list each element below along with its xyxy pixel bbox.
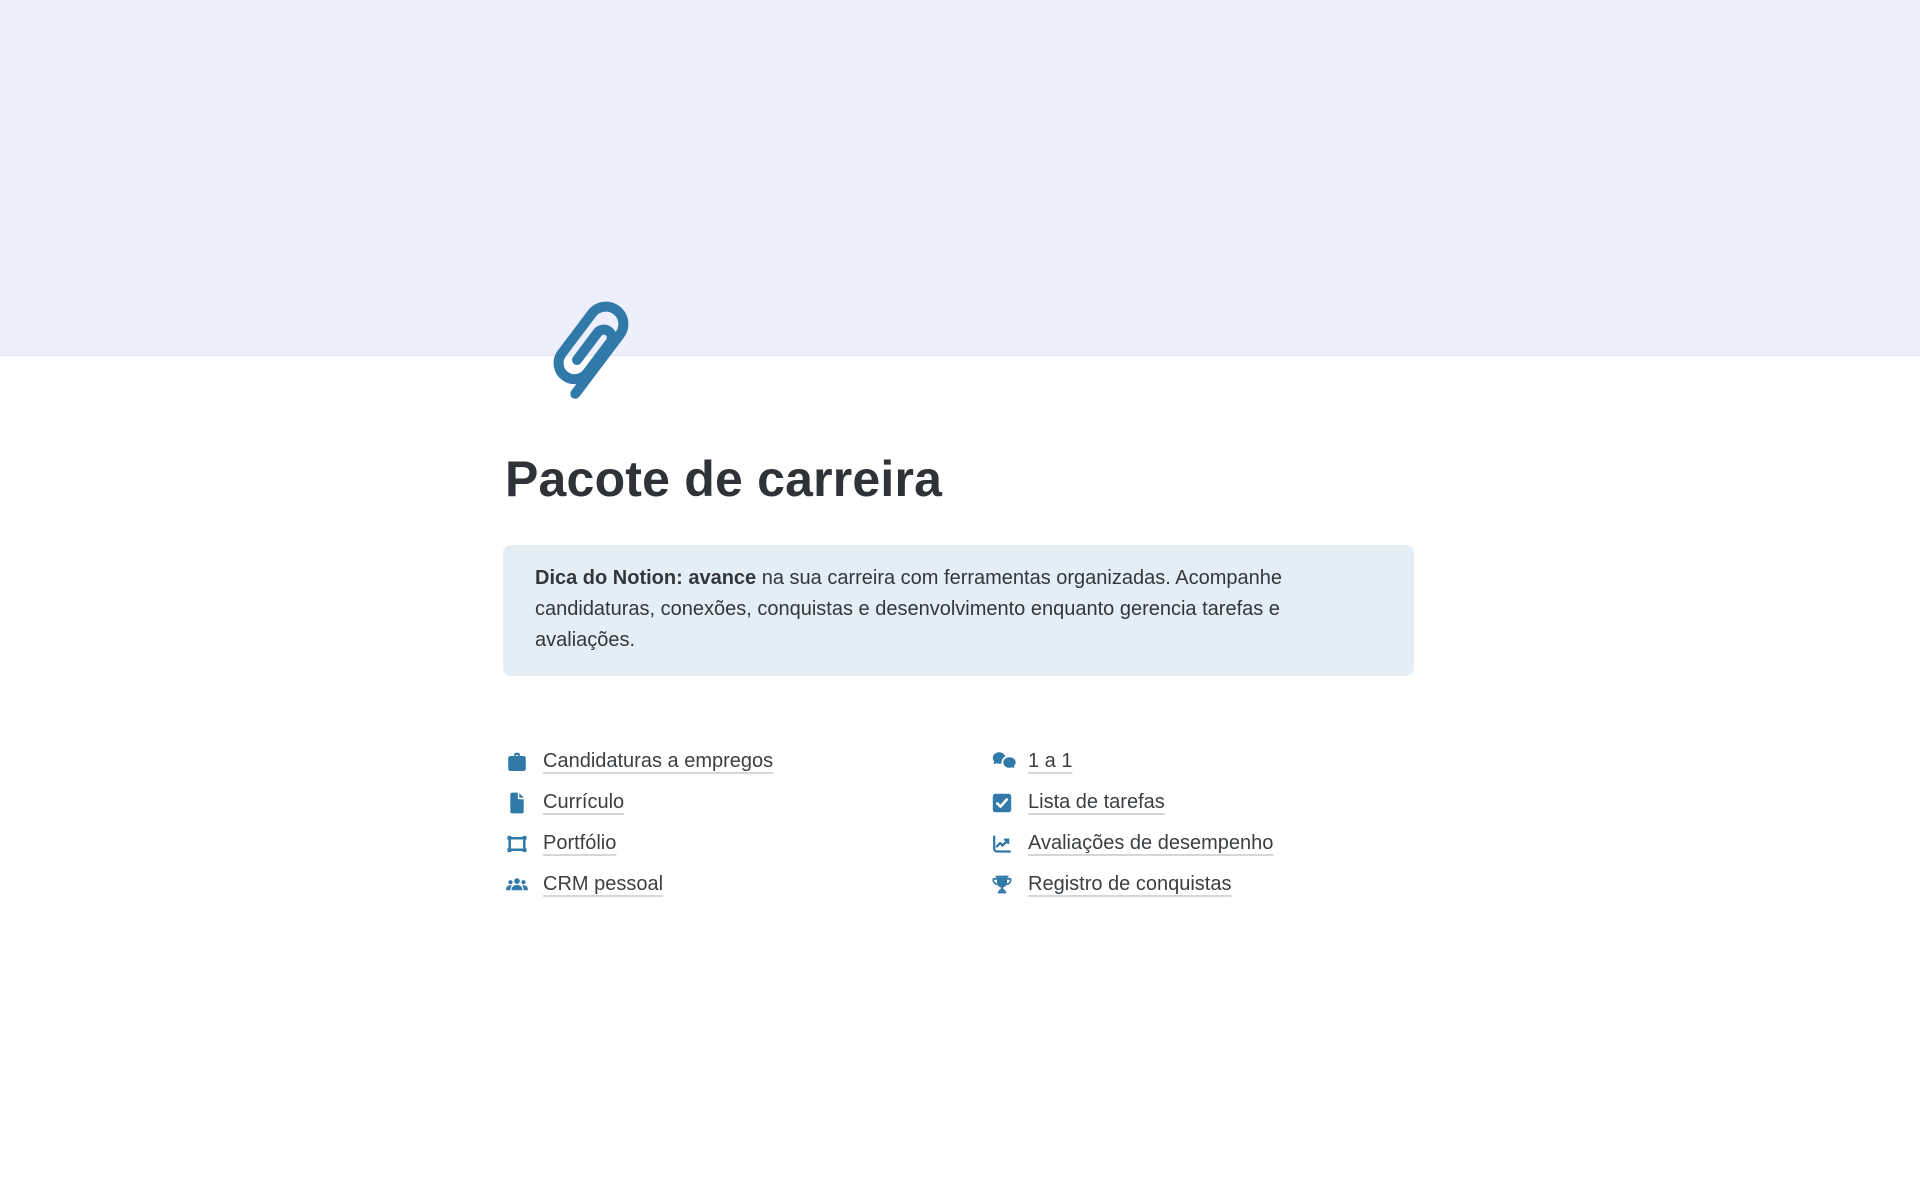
page-cover [0,0,1920,356]
page-link-curriculo[interactable] [505,782,990,823]
chart-icon [990,832,1020,856]
page-link-label: CRM pessoal [543,873,664,895]
page-link-portfolio[interactable] [505,823,990,864]
page-link-label: Currículo [543,791,625,813]
page-link-label: Lista de tarefas [1028,791,1165,813]
page-link-registro-de-conquistas[interactable] [990,864,1420,905]
trophy-icon [990,873,1020,897]
callout-body-text: na sua carreira com ferramentas organizadas. Acompanhe candidaturas, conexões, conquistas e desenvolvimento enquanto gerencia tarefas e avaliações. [535,567,1282,651]
briefcase-icon [505,750,535,774]
page-link-candidaturas-a-empregos[interactable] [505,741,990,782]
frame-icon [505,832,535,856]
notion-tip-callout [503,545,1414,676]
links-column-right [990,741,1420,905]
page-link-label: Candidaturas a empregos [543,750,774,772]
paperclip-icon[interactable] [541,282,641,410]
page-link-label: Avaliações de desempenho [1028,832,1274,854]
page-link-avaliacoes-de-desempenho[interactable] [990,823,1420,864]
people-icon [505,873,535,897]
page-link-label: Registro de conquistas [1028,873,1232,895]
file-icon [505,791,535,815]
callout-bold-text: Dica do Notion: avance [535,567,757,589]
chat-icon [990,750,1020,774]
page-link-label: Portfólio [543,832,617,854]
page-link-label: 1 a 1 [1028,750,1073,772]
checkbox-icon [990,791,1020,815]
page-link-lista-de-tarefas[interactable] [990,782,1420,823]
page-links [505,741,1420,905]
links-column-left [505,741,990,905]
callout-text [535,563,1380,656]
page-link-1-a-1[interactable] [990,741,1420,782]
page-title[interactable]: Pacote de carreira [505,451,943,507]
page-link-crm-pessoal[interactable] [505,864,990,905]
